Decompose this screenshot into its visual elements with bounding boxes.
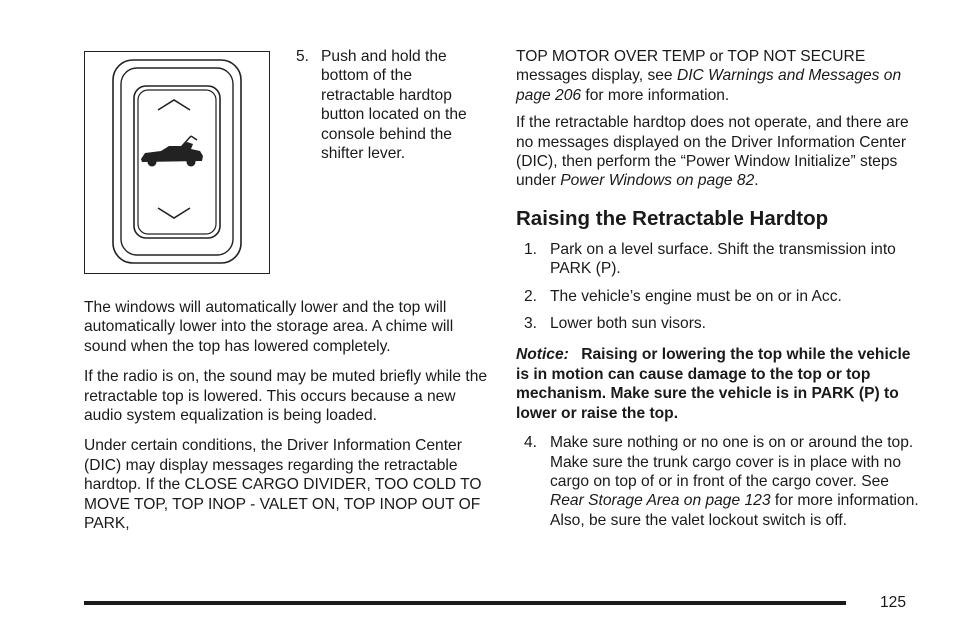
text-run: TOP MOTOR OVER TEMP or TOP NOT SECURE messages display, see — [516, 48, 866, 85]
paragraph: If the radio is on, the sound may be muted briefly while the retractable top is lowered. This occurs because a new audio system equalization is being loaded. — [84, 368, 488, 425]
notice-text: Raising or lowering the top while the vehicle is in motion can cause damage to the top or top mechanism. Make sure the vehicle is in PARK (P) to lower or raise the top. — [516, 346, 911, 422]
step-5 — [296, 47, 496, 163]
paragraph — [516, 113, 920, 191]
list-item — [516, 314, 920, 333]
footer-rule — [84, 601, 846, 605]
cross-reference-link[interactable]: DIC Warnings and Messages on page 206 — [516, 67, 902, 104]
cross-reference-link[interactable]: Rear Storage Area on page 123 — [550, 492, 771, 510]
step-text: Push and hold the bottom of the retractable hardtop button located on the console behind the shifter lever. — [321, 48, 467, 163]
list-item — [516, 287, 920, 306]
paragraph — [516, 47, 920, 105]
step-number: 4. — [524, 434, 538, 452]
step-number: 3. — [524, 315, 538, 333]
chevron-down-icon — [158, 208, 190, 218]
notice — [516, 345, 920, 423]
notice-label: Notice: — [516, 346, 569, 364]
paragraph: Under certain conditions, the Driver Information Center (DIC) may display messages regarding the retractable hardtop. If the CLOSE CARGO DIVIDER, TOO COLD TO MOVE TOP, TOP INOP - VALET ON, TOP INOP OUT OF PARK, — [84, 437, 482, 533]
page-number: 125 — [880, 594, 907, 611]
list-item — [516, 240, 920, 279]
hardtop-switch-illustration — [84, 51, 270, 274]
paragraph: The windows will automatically lower and the top will automatically lower into the storage area. A chime will sound when the top has lowered completely. — [84, 299, 454, 355]
step-number: 5. — [296, 48, 310, 65]
cross-reference-link[interactable]: Power Windows on page 82 — [560, 172, 755, 190]
step-text: Park on a level surface. Shift the transmission into PARK (P). — [550, 240, 896, 278]
text-run: for more information. — [581, 86, 730, 104]
text-run: . — [754, 172, 759, 190]
section-heading: Raising the Retractable Hardtop — [516, 206, 829, 230]
step-number: 2. — [524, 287, 538, 305]
step-number: 1. — [524, 240, 538, 258]
step-text: The vehicle’s engine must be on or in Acc. — [550, 287, 842, 305]
list-item — [516, 433, 920, 530]
step-text: for more information. Also, be sure the valet lockout switch is off. — [550, 492, 919, 529]
step-text: Lower both sun visors. — [550, 315, 707, 333]
right-column — [516, 47, 920, 538]
chevron-up-icon — [158, 100, 190, 110]
convertible-car-icon — [141, 136, 203, 167]
left-column — [84, 298, 492, 544]
text-run: If the retractable hardtop does not operate, and there are no messages displayed on the Driver Information Center (DIC), then perform the “Power Window Initialize” steps under — [516, 114, 909, 190]
step-text: Make sure nothing or no one is on or around the top. Make sure the trunk cargo cover is in place with no cargo on top of or in front of the cargo cover. See — [550, 434, 914, 490]
